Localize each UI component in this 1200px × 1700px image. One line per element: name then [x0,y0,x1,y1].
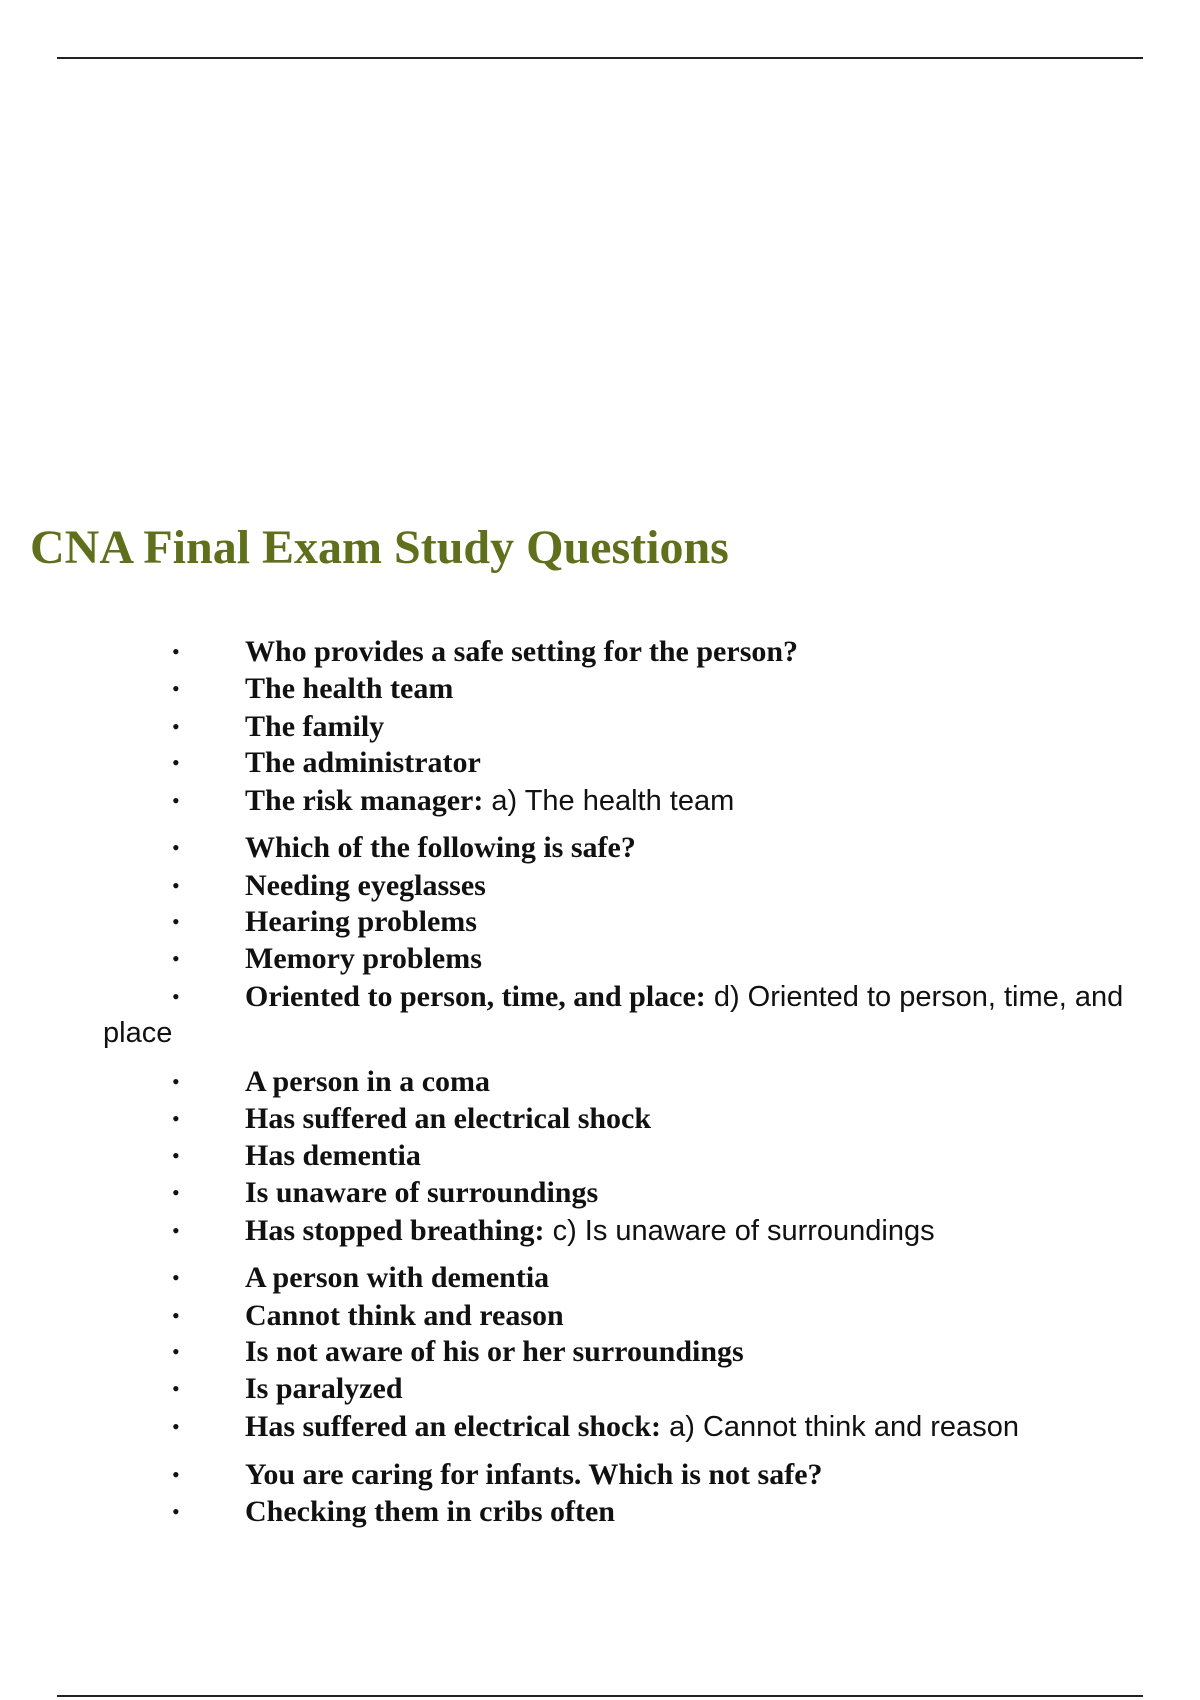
list-item [0,830,1200,866]
list-item [0,1409,1200,1445]
list-item [0,671,1200,707]
bullet-icon: • [172,1069,180,1094]
bullet-icon: • [172,984,180,1009]
bullet-icon: • [172,1414,180,1439]
bullet-icon: • [172,1339,180,1364]
bullet-icon: • [172,1303,180,1328]
option-text: Is not aware of his or her surroundings [245,1335,744,1368]
list-item [0,1260,1200,1296]
option-text: Hearing problems [245,905,477,938]
bullet-icon: • [172,946,180,971]
option-text: Memory problems [245,942,482,975]
option-text: Has dementia [245,1139,421,1172]
bullet-icon: • [172,788,180,813]
option-text: Checking them in cribs often [245,1495,615,1528]
question-text: A person with dementia [245,1261,550,1294]
option-text: Needing eyeglasses [245,869,486,902]
list-item [0,941,1200,977]
list-item [0,783,1200,819]
bullet-icon: • [172,1218,180,1243]
list-item [0,1101,1200,1137]
bullet-icon: • [172,676,180,701]
option-text: Is unaware of surroundings [245,1176,599,1209]
list-item [0,1213,1200,1249]
option-text: Has suffered an electrical shock [245,1102,652,1135]
question-text: Who provides a safe setting for the person? [245,635,799,668]
bullet-icon: • [172,1499,180,1524]
option-text: The risk manager: [245,784,484,817]
bullet-icon: • [172,1180,180,1205]
option-text: The health team [245,672,454,705]
option-text: Oriented to person, time, and place: [245,980,706,1013]
list-item [0,868,1200,904]
bullet-icon: • [172,1106,180,1131]
question-text: A person in a coma [245,1065,491,1098]
option-text: Has stopped breathing: [245,1214,545,1247]
bullet-icon: • [172,835,180,860]
bullet-icon: • [172,1143,180,1168]
bullet-icon: • [172,639,180,664]
answer-text: c) Is unaware of surroundings [544,1215,935,1247]
list-item [0,1334,1200,1370]
list-item [0,904,1200,940]
list-item [0,1494,1200,1530]
bullet-icon: • [172,1265,180,1290]
option-text: The family [245,710,385,743]
question-text: You are caring for infants. Which is not safe? [245,1458,823,1491]
list-item [0,979,1200,1015]
bullet-icon: • [172,909,180,934]
option-text: Is paralyzed [245,1372,403,1405]
list-item [0,1138,1200,1174]
bullet-icon: • [172,1376,180,1401]
question-text: Which of the following is safe? [245,831,636,864]
answer-continuation: place [103,1017,173,1049]
bullet-icon: • [172,873,180,898]
list-item [0,1457,1200,1493]
option-text: Cannot think and reason [245,1299,564,1332]
list-item [0,1371,1200,1407]
answer-text: a) Cannot think and reason [661,1411,1019,1443]
page-title: CNA Final Exam Study Questions [30,521,729,574]
answer-text: d) Oriented to person, time, and [705,981,1124,1013]
bullet-icon: • [172,1462,180,1487]
bottom-rule [57,1695,1143,1697]
bullet-icon: • [172,714,180,739]
list-item [0,634,1200,670]
answer-text: a) The health team [483,785,735,817]
option-text: The administrator [245,746,481,779]
list-item [0,1064,1200,1100]
list-item [0,745,1200,781]
list-item [0,709,1200,745]
list-item [0,1175,1200,1211]
option-text: Has suffered an electrical shock: [245,1410,662,1443]
bullet-icon: • [172,750,180,775]
list-item [0,1298,1200,1334]
